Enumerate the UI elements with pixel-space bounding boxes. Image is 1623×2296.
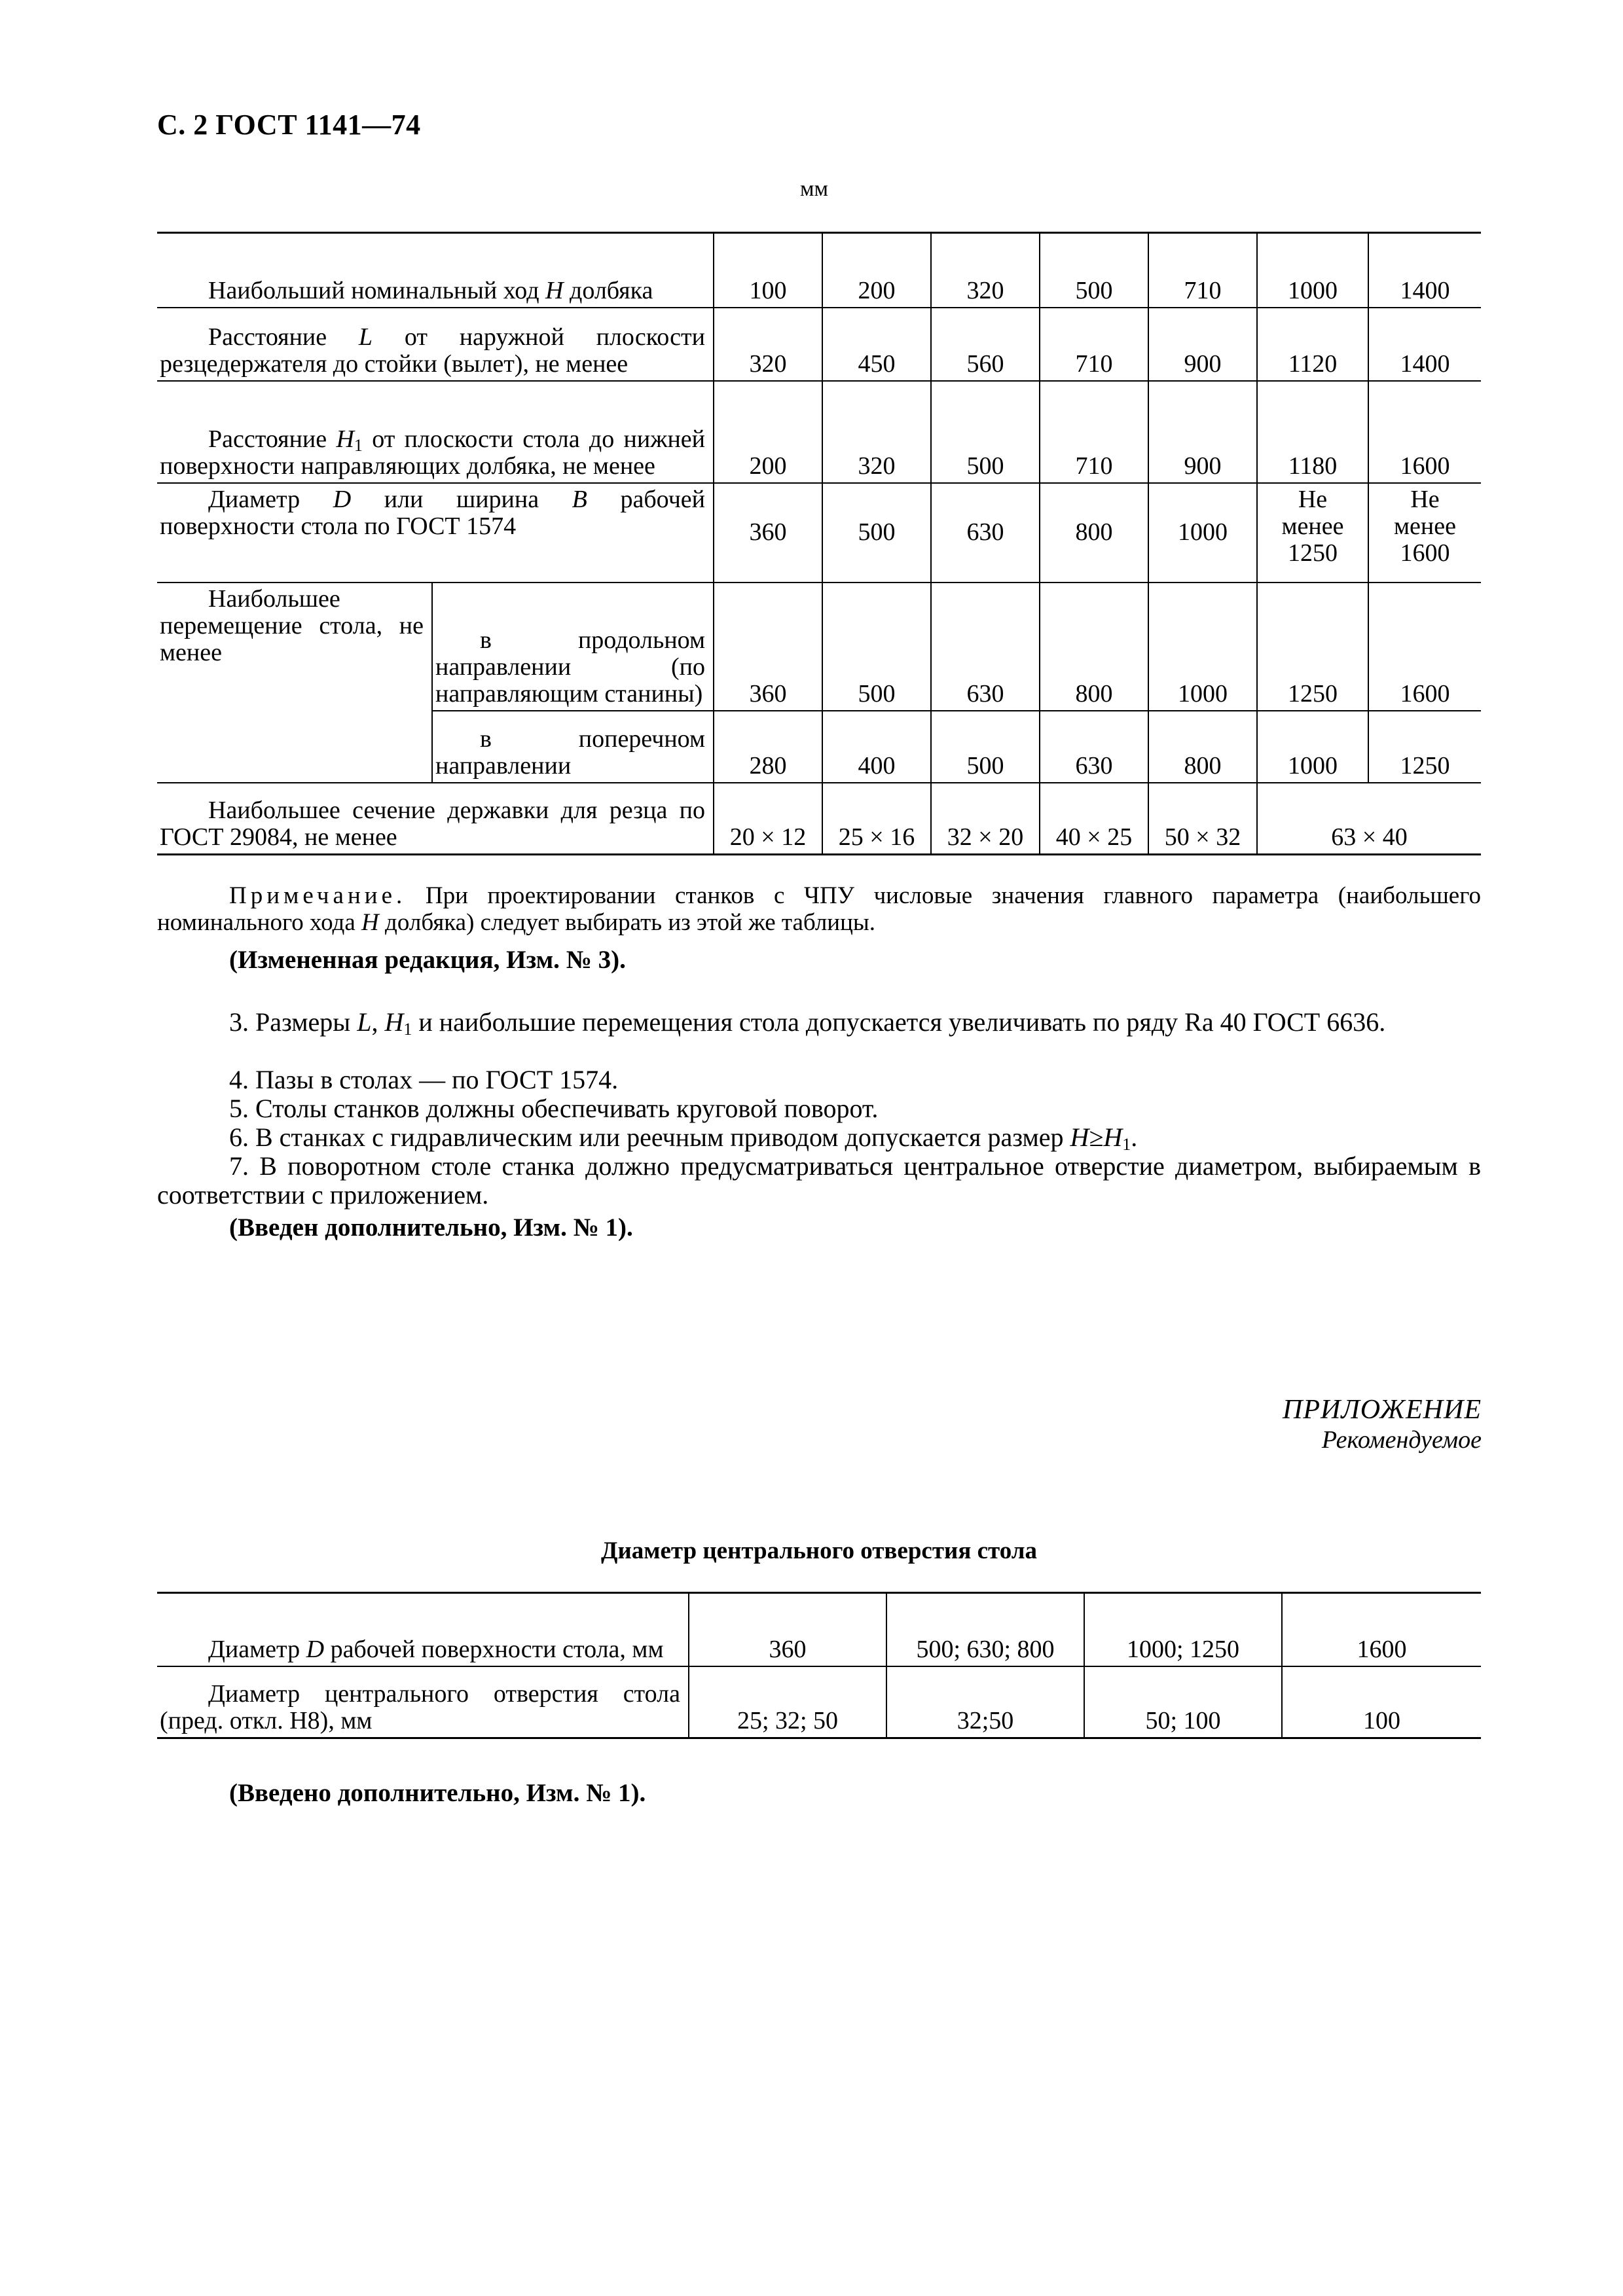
table-cell: 360: [714, 483, 822, 583]
parameters-table: [157, 232, 1481, 855]
center-hole-table: [157, 1592, 1481, 1739]
row-label: Расстояние $H_1$ от плоскости стола до нижней поверхности направляющих долбяка, не менее: [157, 381, 714, 483]
table-cell: 630: [931, 583, 1040, 711]
amendment-note-final: (Введено дополнительно, Изм. № 1).: [229, 1779, 646, 1807]
table-cell: 1250: [1257, 583, 1368, 711]
table-cell: 1600: [1368, 381, 1481, 483]
row-label: Наибольший номинальный ход H долбяка: [157, 233, 714, 308]
table-row: [157, 233, 1481, 308]
table-cell: 800: [1040, 583, 1148, 711]
table-cell: 20 × 12: [714, 783, 822, 855]
table-cell: 630: [1040, 711, 1148, 783]
table-cell: 32;50: [886, 1666, 1084, 1738]
table-cell: 710: [1040, 381, 1148, 483]
table-cell: 200: [822, 233, 931, 308]
table-cell: 360: [689, 1593, 886, 1666]
table-cell: 900: [1148, 308, 1257, 381]
row-label: Диаметр центрального отверстия стола (пред. откл. Н8), мм: [157, 1666, 689, 1738]
table-cell: 100: [714, 233, 822, 308]
table-cell: 63 × 40: [1257, 783, 1481, 855]
table-cell: 1000: [1148, 583, 1257, 711]
table-cell: 50 × 32: [1148, 783, 1257, 855]
table-cell: 320: [931, 233, 1040, 308]
table-cell: 710: [1148, 233, 1257, 308]
table-cell: 400: [822, 711, 931, 783]
table-row: [157, 381, 1481, 483]
item-7: 7. В поворотном столе станка должно предусматриваться центральное отверстие диаметром, выбираемым в соответствии с приложением.: [157, 1151, 1481, 1210]
table-cell: 40 × 25: [1040, 783, 1148, 855]
table-row: [157, 308, 1481, 381]
item-6: 6. В станках с гидравлическим или реечным приводом допускается размер $H\ge H_1$.: [229, 1122, 1138, 1154]
item-5: 5. Столы станков должны обеспечивать круговой поворот.: [229, 1094, 879, 1123]
table-cell: 1180: [1257, 381, 1368, 483]
item-4: 4. Пазы в столах — по ГОСТ 1574.: [229, 1065, 619, 1094]
table-row: [157, 583, 1481, 711]
sub-label: в продольном направлении (по направляющим станины): [432, 583, 714, 711]
appendix-subtitle: Рекомендуемое: [1321, 1426, 1482, 1454]
table-cell: 500: [822, 483, 931, 583]
table-cell: 1000: [1257, 711, 1368, 783]
table-cell: 800: [1040, 483, 1148, 583]
table-cell: Не менее 1250: [1257, 483, 1368, 583]
amendment-note-1: (Введен дополнительно, Изм. № 1).: [229, 1213, 633, 1242]
table-cell: 450: [822, 308, 931, 381]
table-row: [157, 483, 1481, 583]
table-cell: 25 × 16: [822, 783, 931, 855]
table-cell: 25; 32; 50: [689, 1666, 886, 1738]
row-label: Наибольшее сечение державки для резца по ГОСТ 29084, не менее: [157, 783, 714, 855]
row-label: Расстояние L от наружной плоскости резцедержателя до стойки (вылет), не менее: [157, 308, 714, 381]
row-label: Диаметр D или ширина B рабочей поверхности стола по ГОСТ 1574: [157, 483, 714, 583]
table-cell: 560: [931, 308, 1040, 381]
table-cell: 32 × 20: [931, 783, 1040, 855]
table-cell: 500: [822, 583, 931, 711]
table-cell: 900: [1148, 381, 1257, 483]
table-cell: 320: [822, 381, 931, 483]
table-cell: 360: [714, 583, 822, 711]
table2-caption: Диаметр центрального отверстия стола: [601, 1537, 1037, 1564]
sub-label: в поперечном направлении: [432, 711, 714, 783]
table-cell: Не менее 1600: [1368, 483, 1481, 583]
table-cell: 500: [931, 381, 1040, 483]
table-row: [157, 783, 1481, 855]
table-cell: 1000; 1250: [1084, 1593, 1282, 1666]
table-cell: 1000: [1257, 233, 1368, 308]
table-cell: 500: [1040, 233, 1148, 308]
table-cell: 500; 630; 800: [886, 1593, 1084, 1666]
unit-label: мм: [800, 177, 829, 201]
table-cell: 50; 100: [1084, 1666, 1282, 1738]
table-cell: 1400: [1368, 308, 1481, 381]
table-cell: 1000: [1148, 483, 1257, 583]
table-cell: 710: [1040, 308, 1148, 381]
table-note: Примечание. При проектировании станков с ЧПУ числовые значения главного параметра (наибольшего номинального хода H долбяка) следует выбирать из этой же таблицы.: [157, 882, 1481, 936]
table-cell: 1120: [1257, 308, 1368, 381]
table-cell: 1600: [1282, 1593, 1481, 1666]
item-3: 3. Размеры L, $H_1$ и наибольшие перемещения стола допускается увеличивать по ряду Ra 40 ГОСТ 6636.: [229, 1007, 1386, 1039]
table-cell: 630: [931, 483, 1040, 583]
appendix-title: ПРИЛОЖЕНИЕ: [1283, 1395, 1482, 1425]
table-cell: 200: [714, 381, 822, 483]
table-cell: 100: [1282, 1666, 1481, 1738]
table-row: [157, 1593, 1481, 1666]
appendix-heading: [1283, 1394, 1482, 1454]
page-header: С. 2 ГОСТ 1141—74: [157, 109, 421, 141]
amendment-note-3: (Измененная редакция, Изм. № 3).: [229, 946, 626, 974]
table-cell: 1250: [1368, 711, 1481, 783]
group-label: Наибольшее перемещение стола, не менее: [157, 583, 432, 783]
table-cell: 800: [1148, 711, 1257, 783]
table-cell: 1400: [1368, 233, 1481, 308]
table-cell: 320: [714, 308, 822, 381]
row-label: Диаметр D рабочей поверхности стола, мм: [157, 1593, 689, 1666]
table-cell: 1600: [1368, 583, 1481, 711]
table-cell: 280: [714, 711, 822, 783]
table-row: [157, 1666, 1481, 1738]
table-cell: 500: [931, 711, 1040, 783]
